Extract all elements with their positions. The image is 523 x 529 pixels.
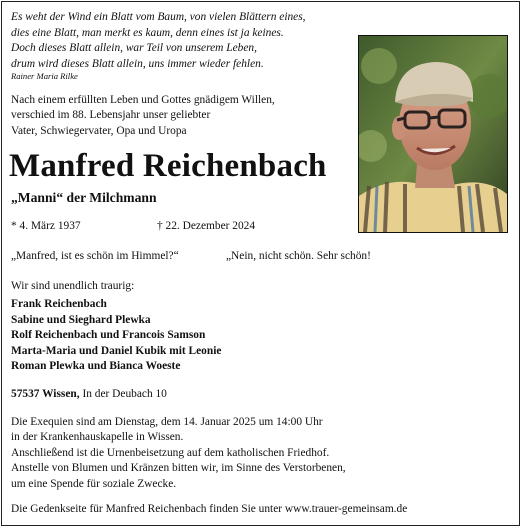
- memorial-page-note: Die Gedenkseite für Manfred Reichenbach finden Sie unter www.trauer-gemeinsam.de: [11, 503, 408, 515]
- mourner-name: Rolf Reichenbach und Francois Samson: [11, 329, 206, 342]
- portrait-photo: [358, 35, 508, 233]
- intro-text: [11, 93, 275, 139]
- poem-line: Es weht der Wind ein Blatt vom Baum, von vielen Blättern eines,: [11, 11, 306, 23]
- address: [11, 388, 167, 400]
- poem-line: drum wird dieses Blatt allein, uns immer wieder fehlen.: [11, 57, 264, 70]
- quote-question: „Manfred, ist es schön im Himmel?“: [11, 250, 179, 262]
- poem-line: dies eine Blatt, man merkt es kaum, denn eines ist ja keines.: [11, 26, 284, 39]
- deceased-name: Manfred Reichenbach: [9, 148, 327, 184]
- intro-line: Nach einem erfüllten Leben und Gottes gnädigem Willen,: [11, 94, 275, 106]
- service-info: [11, 415, 346, 492]
- poem-line: Doch dieses Blatt allein, war Teil von unserem Leben,: [11, 42, 257, 55]
- service-line: in der Krankenhauskapelle in Wissen.: [11, 431, 184, 444]
- birth-date: * 4. März 1937: [11, 220, 81, 232]
- poem: [11, 10, 306, 72]
- service-line: Anstelle von Blumen und Kränzen bitten wir, im Sinne des Verstorbenen,: [11, 462, 346, 475]
- portrait-illustration: [359, 36, 507, 232]
- address-city: 57537 Wissen,: [11, 388, 80, 400]
- deceased-nickname: „Manni“ der Milchmann: [11, 190, 157, 205]
- death-date: † 22. Dezember 2024: [157, 220, 256, 232]
- mourner-name: Frank Reichenbach: [11, 298, 107, 310]
- service-line: um eine Spende für soziale Zwecke.: [11, 477, 177, 490]
- service-line: Die Exequien sind am Dienstag, dem 14. Januar 2025 um 14:00 Uhr: [11, 416, 323, 428]
- mourner-name: Roman Plewka und Bianca Woeste: [11, 360, 181, 373]
- poem-author: Rainer Maria Rilke: [11, 71, 78, 81]
- address-street: In der Deubach 10: [82, 388, 167, 400]
- mourners-list: [11, 297, 221, 375]
- mourner-name: Sabine und Sieghard Plewka: [11, 313, 151, 326]
- intro-line: verschied im 88. Lebensjahr unser geliebter: [11, 109, 211, 122]
- intro-line: Vater, Schwiegervater, Opa und Uropa: [11, 124, 187, 137]
- mourner-name: Marta-Maria und Daniel Kubik mit Leonie: [11, 344, 222, 357]
- service-line: Anschließend ist die Urnenbeisetzung auf dem katholischen Friedhof.: [11, 446, 330, 459]
- quote-answer: „Nein, nicht schön. Sehr schön!: [226, 250, 371, 262]
- mourners-intro: Wir sind unendlich traurig:: [11, 280, 135, 292]
